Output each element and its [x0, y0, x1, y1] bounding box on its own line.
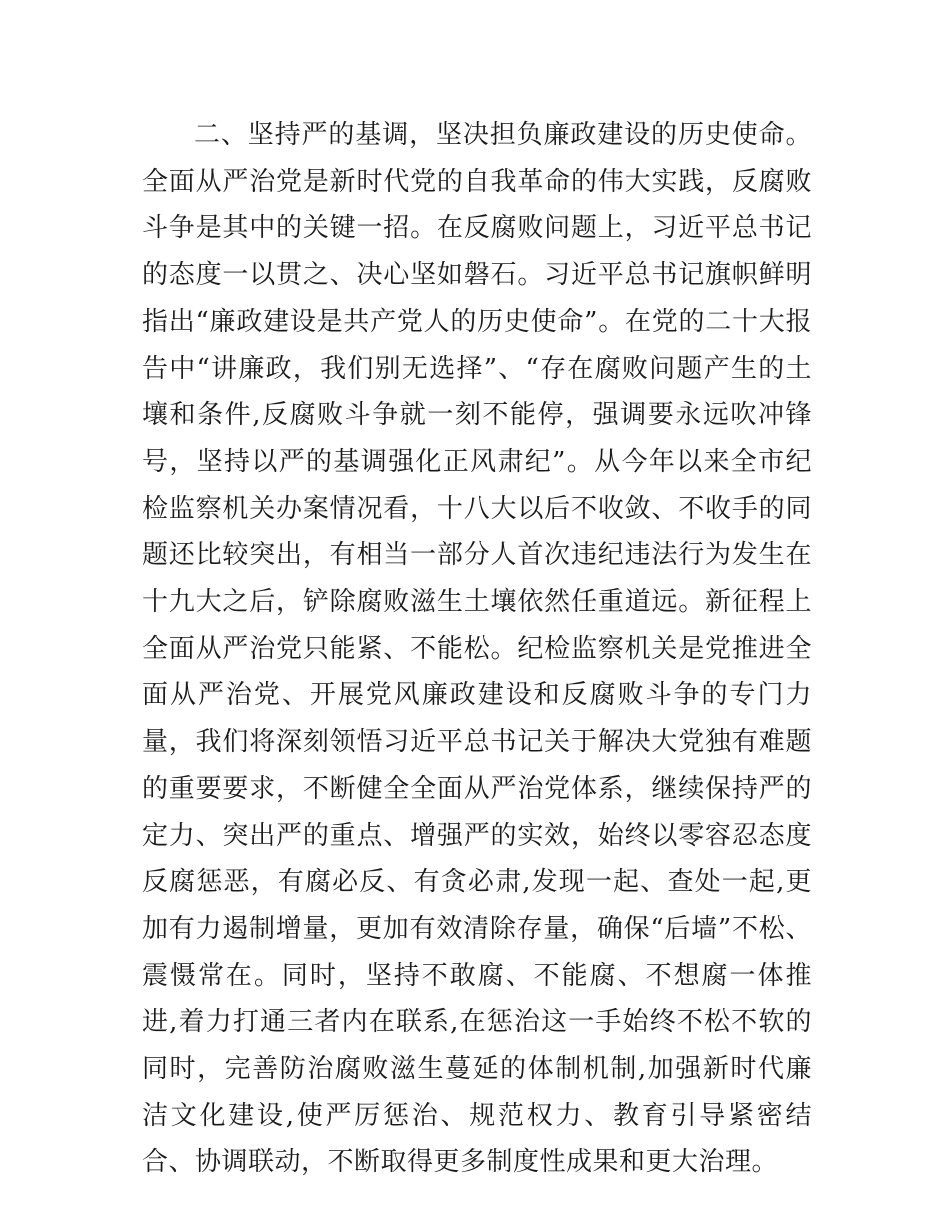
- body-paragraph: 二、坚持严的基调，坚决担负廉政建设的历史使命。全面从严治党是新时代党的自我革命的伟大实践，反腐败斗争是其中的关键一招。在反腐败问题上，习近平总书记的态度一以贯之、决心坚如磐石。习近平总书记旗帜鲜明指出“廉政建设是共产党人的历史使命”。在党的二十大报告中“讲廉政，我们别无选择”、“存在腐败问题产生的土壤和条件,反腐败斗争就一刻不能停，强调要永远吹冲锋号，坚持以严的基调强化正风肃纪”。从今年以来全市纪检监察机关办案情况看，十八大以后不收敛、不收手的同题还比较突出，有相当一部分人首次违纪违法行为发生在十九大之后，铲除腐败滋生土壤依然任重道远。新征程上全面从严治党只能紧、不能松。纪检监察机关是党推进全面从严治党、开展党风廉政建设和反腐败斗争的专门力量，我们将深刻领悟习近平总书记关于解决大党独有难题的重要要求，不断健全全面从严治党体系，继续保持严的定力、突出严的重点、增强严的实效，始终以零容忍态度反腐惩恶，有腐必反、有贪必肃,发现一起、查处一起,更加有力遏制增量，更加有效清除存量，确保“后墙”不松、震慑常在。同时，坚持不敢腐、不能腐、不想腐一体推进,着力打通三者内在联系,在惩治这一手始终不松不软的同时，完善防治腐败滋生蔓延的体制机制,加强新时代廉洁文化建设,使严厉惩治、规范权力、教育引导紧密结合、协调联动，不断取得更多制度性成果和更大治理。: [142, 120, 812, 1178]
